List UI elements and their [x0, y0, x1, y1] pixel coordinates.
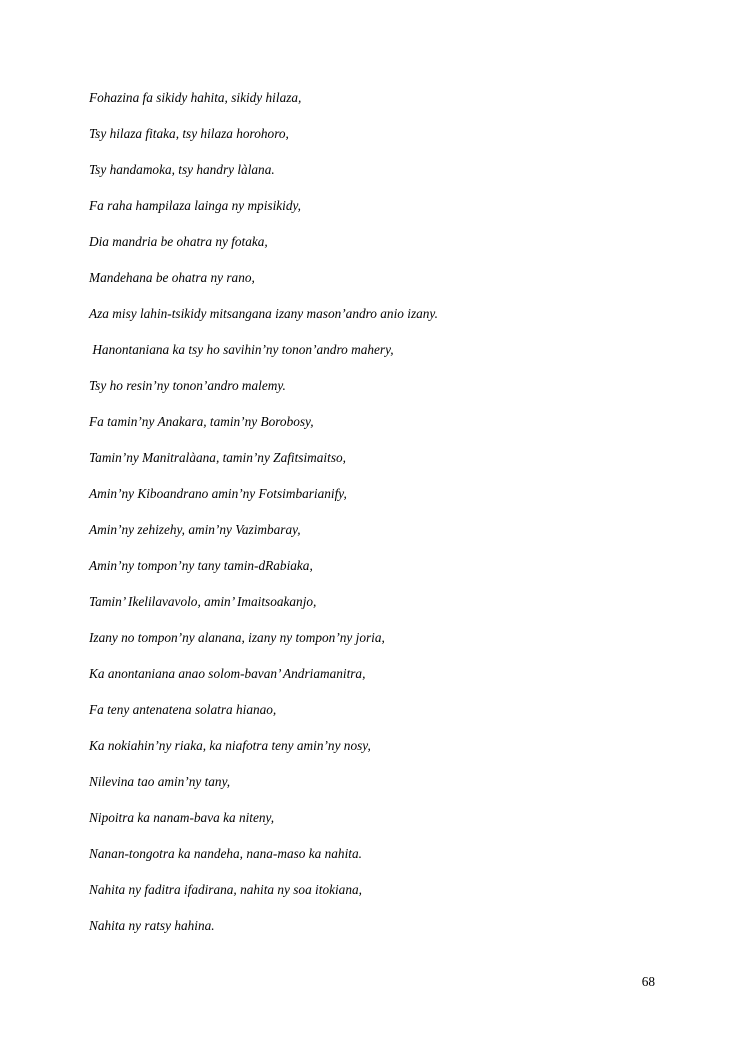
poem-line: Fa raha hampilaza lainga ny mpisikidy, [89, 198, 302, 213]
poem-line: Nilevina tao amin’ny tany, [89, 774, 231, 789]
poem-line: Nipoitra ka nanam-bava ka niteny, [89, 810, 275, 825]
poem-line: Tsy handamoka, tsy handry làlana. [89, 162, 275, 177]
poem-line: Amin’ny tompon’ny tany tamin-dRabiaka, [89, 558, 313, 573]
poem-line: Fohazina fa sikidy hahita, sikidy hilaza, [89, 90, 302, 105]
poem-line: Ka nokiahin’ny riaka, ka niafotra teny amin’ny nosy, [89, 738, 371, 753]
poem-line: Hanontaniana ka tsy ho savihin’ny tonon’andro mahery, [89, 342, 394, 357]
poem-line: Fa tamin’ny Anakara, tamin’ny Borobosy, [89, 414, 314, 429]
poem-line: Tsy hilaza fitaka, tsy hilaza horohoro, [89, 126, 289, 141]
poem-line: Amin’ny zehizehy, amin’ny Vazimbaray, [89, 522, 301, 537]
poem-line: Nanan-tongotra ka nandeha, nana-maso ka nahita. [89, 846, 362, 861]
page-number: 68 [641, 974, 655, 989]
poem-line: Nahita ny faditra ifadirana, nahita ny soa itokiana, [89, 882, 362, 897]
poem-line: Amin’ny Kiboandrano amin’ny Fotsimbarianify, [89, 486, 347, 501]
poem-line: Fa teny antenatena solatra hianao, [89, 702, 277, 717]
poem-line: Tamin’ Ikelilavavolo, amin’ Imaitsoakanjo, [89, 594, 317, 609]
poem-line: Izany no tompon’ny alanana, izany ny tompon’ny joria, [89, 630, 385, 645]
poem-line: Aza misy lahin-tsikidy mitsangana izany mason’andro anio izany. [89, 306, 438, 321]
poem-line: Nahita ny ratsy hahina. [89, 918, 215, 933]
poem-line: Mandehana be ohatra ny rano, [89, 270, 255, 285]
poem-text [89, 89, 689, 953]
poem-line: Ka anontaniana anao solom-bavan’ Andriamanitra, [89, 666, 366, 681]
poem-line: Dia mandria be ohatra ny fotaka, [89, 234, 268, 249]
poem-line: Tsy ho resin’ny tonon’andro malemy. [89, 378, 286, 393]
poem-line: Tamin’ny Manitralàana, tamin’ny Zafitsimaitso, [89, 450, 346, 465]
